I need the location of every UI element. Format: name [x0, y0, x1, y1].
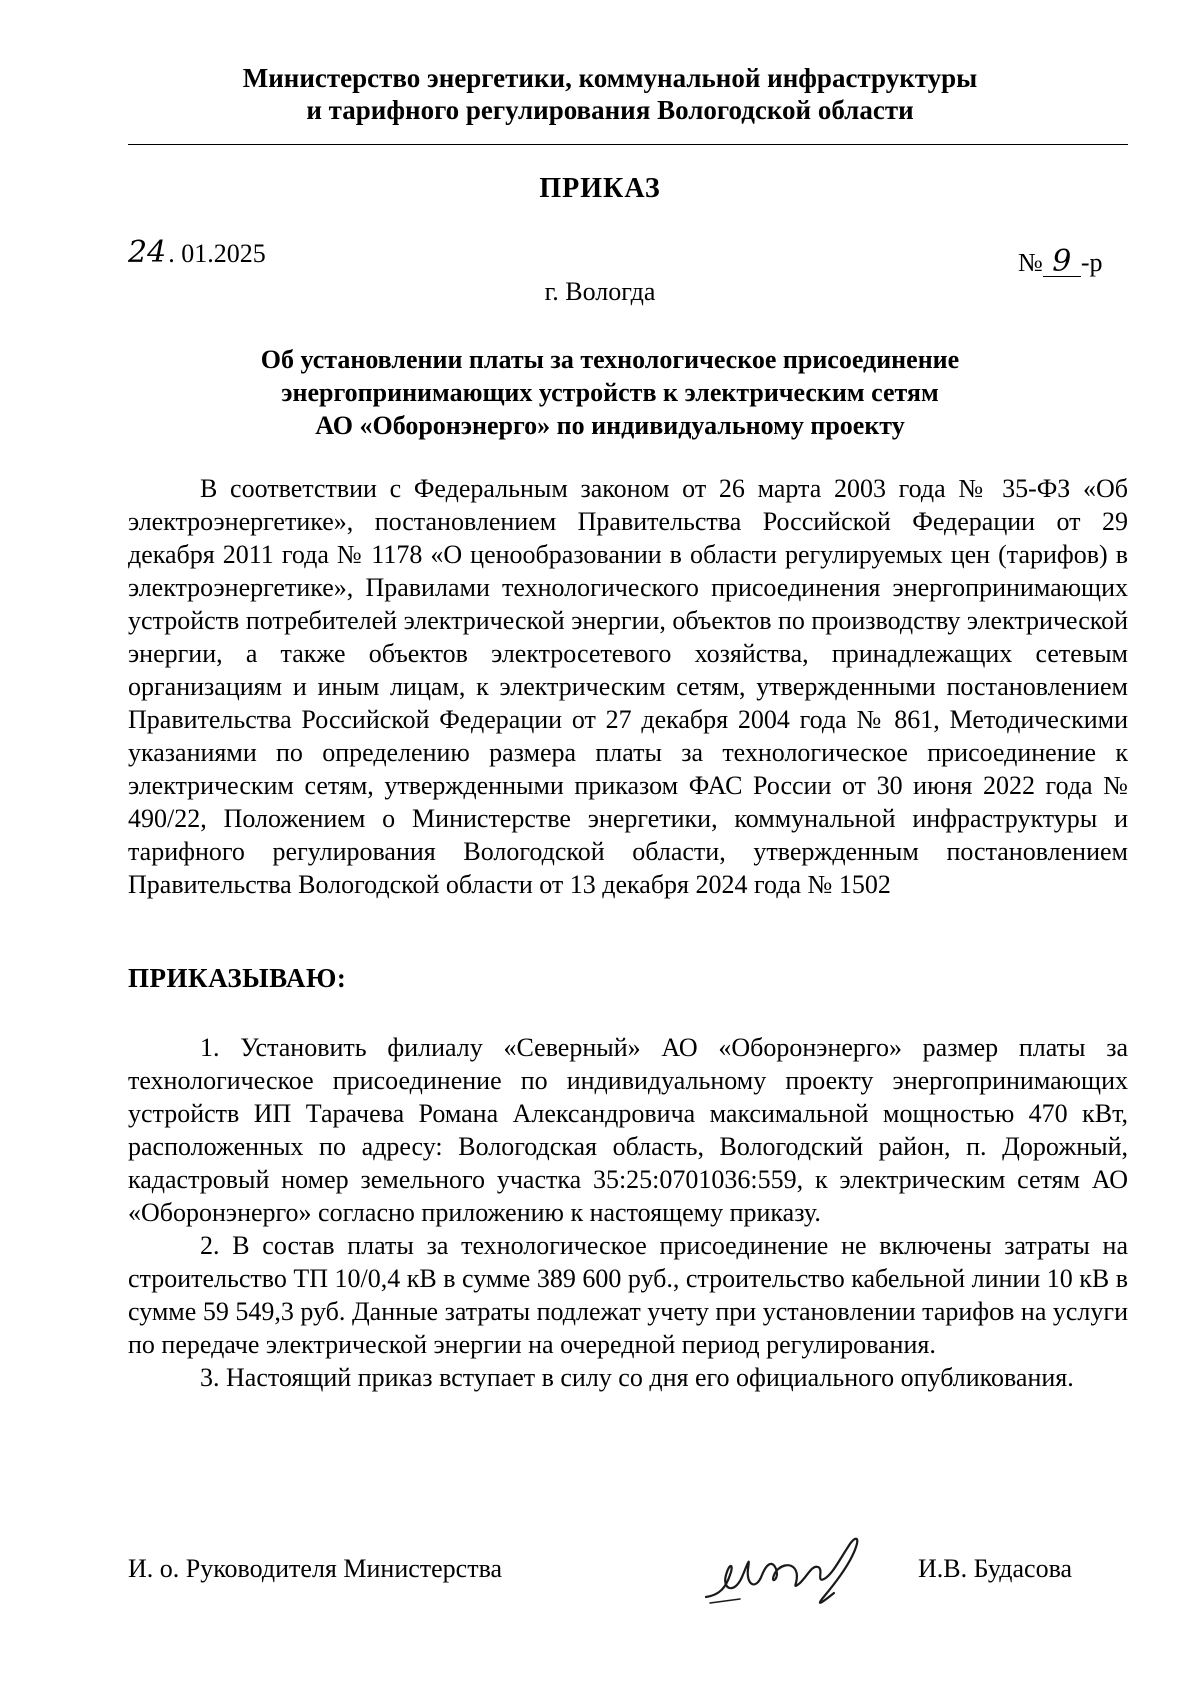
ministry-header: [170, 62, 1050, 126]
signatory-name: И.В. Будасова: [918, 1554, 1073, 1583]
order-title: ПРИКАЗ: [539, 173, 661, 204]
ministry-line-2: и тарифного регулирования Вологодской области: [306, 95, 914, 125]
number-handwritten: 9: [1043, 248, 1081, 277]
subject-line-2: энергопринимающих устройств к электрическим сетям: [281, 378, 939, 407]
preamble-block: [128, 472, 1128, 901]
handwritten-signature: [700, 1525, 880, 1615]
order-date: [128, 235, 266, 270]
header-rule: [128, 144, 1128, 145]
decree-word: ПРИКАЗЫВАЮ:: [128, 963, 347, 993]
preamble-paragraph: В соответствии с Федеральным законом от 26 марта 2003 года № 35-ФЗ «Об электроэнергетике», постановлением Правительства Российской Федерации от 29 декабря 2011 года № 1178 «О ценообразовании в области регулируемых цен (тарифов) в электроэнергетике», Правилами технологического присоединения энергопринимающих устройств потребителей электрической энергии, объектов по производству электрической энергии, а также объектов электросетевого хозяйства, принадлежащих сетевым организациям и иным лицам, к электрическим сетям, утвержденными постановлением Правительства Российской Федерации от 27 декабря 2004 года № 861, Методическими указаниями по определению размера платы за технологическое присоединение к электрическим сетям, утвержденными приказом ФАС России от 30 июня 2022 года № 490/22, Положением о Министерстве энергетики, коммунальной инфраструктуры и тарифного регулирования Вологодской области, утвержденным постановлением Правительства Вологодской области от 13 декабря 2024 года № 1502: [128, 474, 1128, 899]
order-item-3: 3. Настоящий приказ вступает в силу со дня его официального опубликования.: [200, 1363, 1074, 1392]
date-handwritten: 24: [128, 235, 167, 270]
order-number: [1018, 244, 1103, 279]
ministry-line-1: Министерство энергетики, коммунальной инфраструктуры: [242, 63, 978, 93]
order-subject: [170, 343, 1050, 442]
order-items: [128, 1031, 1128, 1394]
order-city: г. Вологда: [544, 277, 656, 306]
subject-line-3: АО «Оборонэнерго» по индивидуальному проекту: [315, 411, 905, 440]
order-item-1: 1. Установить филиалу «Северный» АО «Оборонэнерго» размер платы за технологическое присоединение по индивидуальному проекту энергопринимающих устройств ИП Тарачева Романа Александровича максимальной мощностью 470 кВт, расположенных по адресу: Вологодская область, Вологодский район, п. Дорожный, кадастровый номер земельного участка 35:25:0701036:559, к электрическим сетям АО «Оборонэнерго» согласно приложению к настоящему приказу.: [128, 1033, 1128, 1227]
number-prefix: №: [1018, 248, 1043, 277]
signatory-role: И. о. Руководителя Министерства: [128, 1554, 503, 1583]
number-suffix: -р: [1080, 248, 1103, 277]
subject-line-1: Об установлении платы за технологическое присоединение: [260, 345, 960, 374]
date-printed: . 01.2025: [168, 239, 266, 268]
order-item-2: 2. В состав платы за технологическое присоединение не включены затраты на строительство ТП 10/0,4 кВ в сумме 389 600 руб., строительство кабельной линии 10 кВ в сумме 59 549,3 руб. Данные затраты подлежат учету при установлении тарифов на услуги по передаче электрической энергии на очередной период регулирования.: [128, 1231, 1128, 1359]
